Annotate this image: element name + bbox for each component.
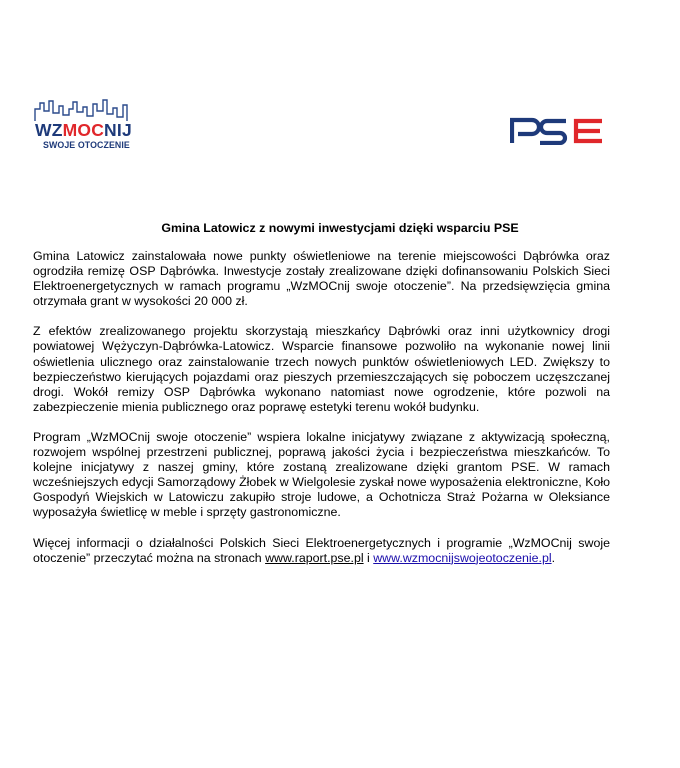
document-body bbox=[33, 249, 610, 566]
paragraph-more-info: Więcej informacji o działalności Polskich Sieci Elektroenergetycznych i programie „WzMOCnij swoje otoczenie” przeczytać można na stronach www.raport.pse.pl i www.wzmocnijswojeotoczenie.pl. bbox=[33, 535, 610, 565]
link-wzmocnij[interactable]: www.wzmocnijswojeotoczenie.pl bbox=[373, 550, 552, 565]
pse-logo bbox=[510, 117, 605, 145]
paragraph: Program „WzMOCnij swoje otoczenie” wspiera lokalne inicjatywy związane z aktywizacją społeczną, rozwojem wspólnej przestrzeni publicznej, poprawą jakości życia i bezpieczeństwa mieszkańców. To kolejne inicjatywy z naszej gminy, które zostaną zrealizowane dzięki grantom PSE. W ramach wcześniejszych edycji Samorządowy Żłobek w Wielgolesie zyskał nowe wyposażenia elektroniczne, Koło Gospodyń Wiejskich w Latowiczu zakupiło stroje ludowe, a Ochotnicza Straż Pożarna w Oleksiance wyposażyła świetlicę w meble i sprzęty gastronomiczne. bbox=[33, 429, 610, 520]
wzmocnij-logo bbox=[33, 97, 143, 157]
link-raport-pse[interactable]: www.raport.pse.pl bbox=[265, 550, 364, 565]
wzmocnij-subtitle: SWOJE OTOCZENIE bbox=[43, 140, 130, 150]
paragraph: Z efektów zrealizowanego projektu skorzystają mieszkańcy Dąbrówki oraz inni użytkownicy drogi powiatowej Wężyczyn-Dąbrówka-Latowicz. Wsparcie finansowe pozwoliło na wykonanie nowej linii oświetlenia ulicznego oraz zainstalowanie trzech nowych punktów oświetleniowych LED. Zwiększy to bezpieczeństwo kierujących pojazdami oraz pieszych przemieszczających się poboczem uczęszczanej drogi. Wokół remizy OSP Dąbrówka wykonano natomiast nowe ogrodzenie, które pozwoli na zabezpieczenie mienia publicznego oraz poprawę estetyki terenu wokół budynku. bbox=[33, 324, 610, 414]
paragraph: Gmina Latowicz zainstalowała nowe punkty oświetleniowe na terenie miejscowości Dąbrówka oraz ogrodziła remizę OSP Dąbrówka. Inwestycje zostały zrealizowane dzięki dofinansowaniu Polskich Sieci Elektroenergetycznych w ramach programu „WzMOCnij swoje otoczenie”. Na przedsięwzięcia gmina otrzymała grant w wysokości 20 000 zł. bbox=[33, 249, 610, 309]
document-title: Gmina Latowicz z nowymi inwestycjami dzięki wsparciu PSE bbox=[161, 221, 519, 235]
wzmocnij-wordmark: WZMOCNIJ bbox=[35, 120, 132, 140]
